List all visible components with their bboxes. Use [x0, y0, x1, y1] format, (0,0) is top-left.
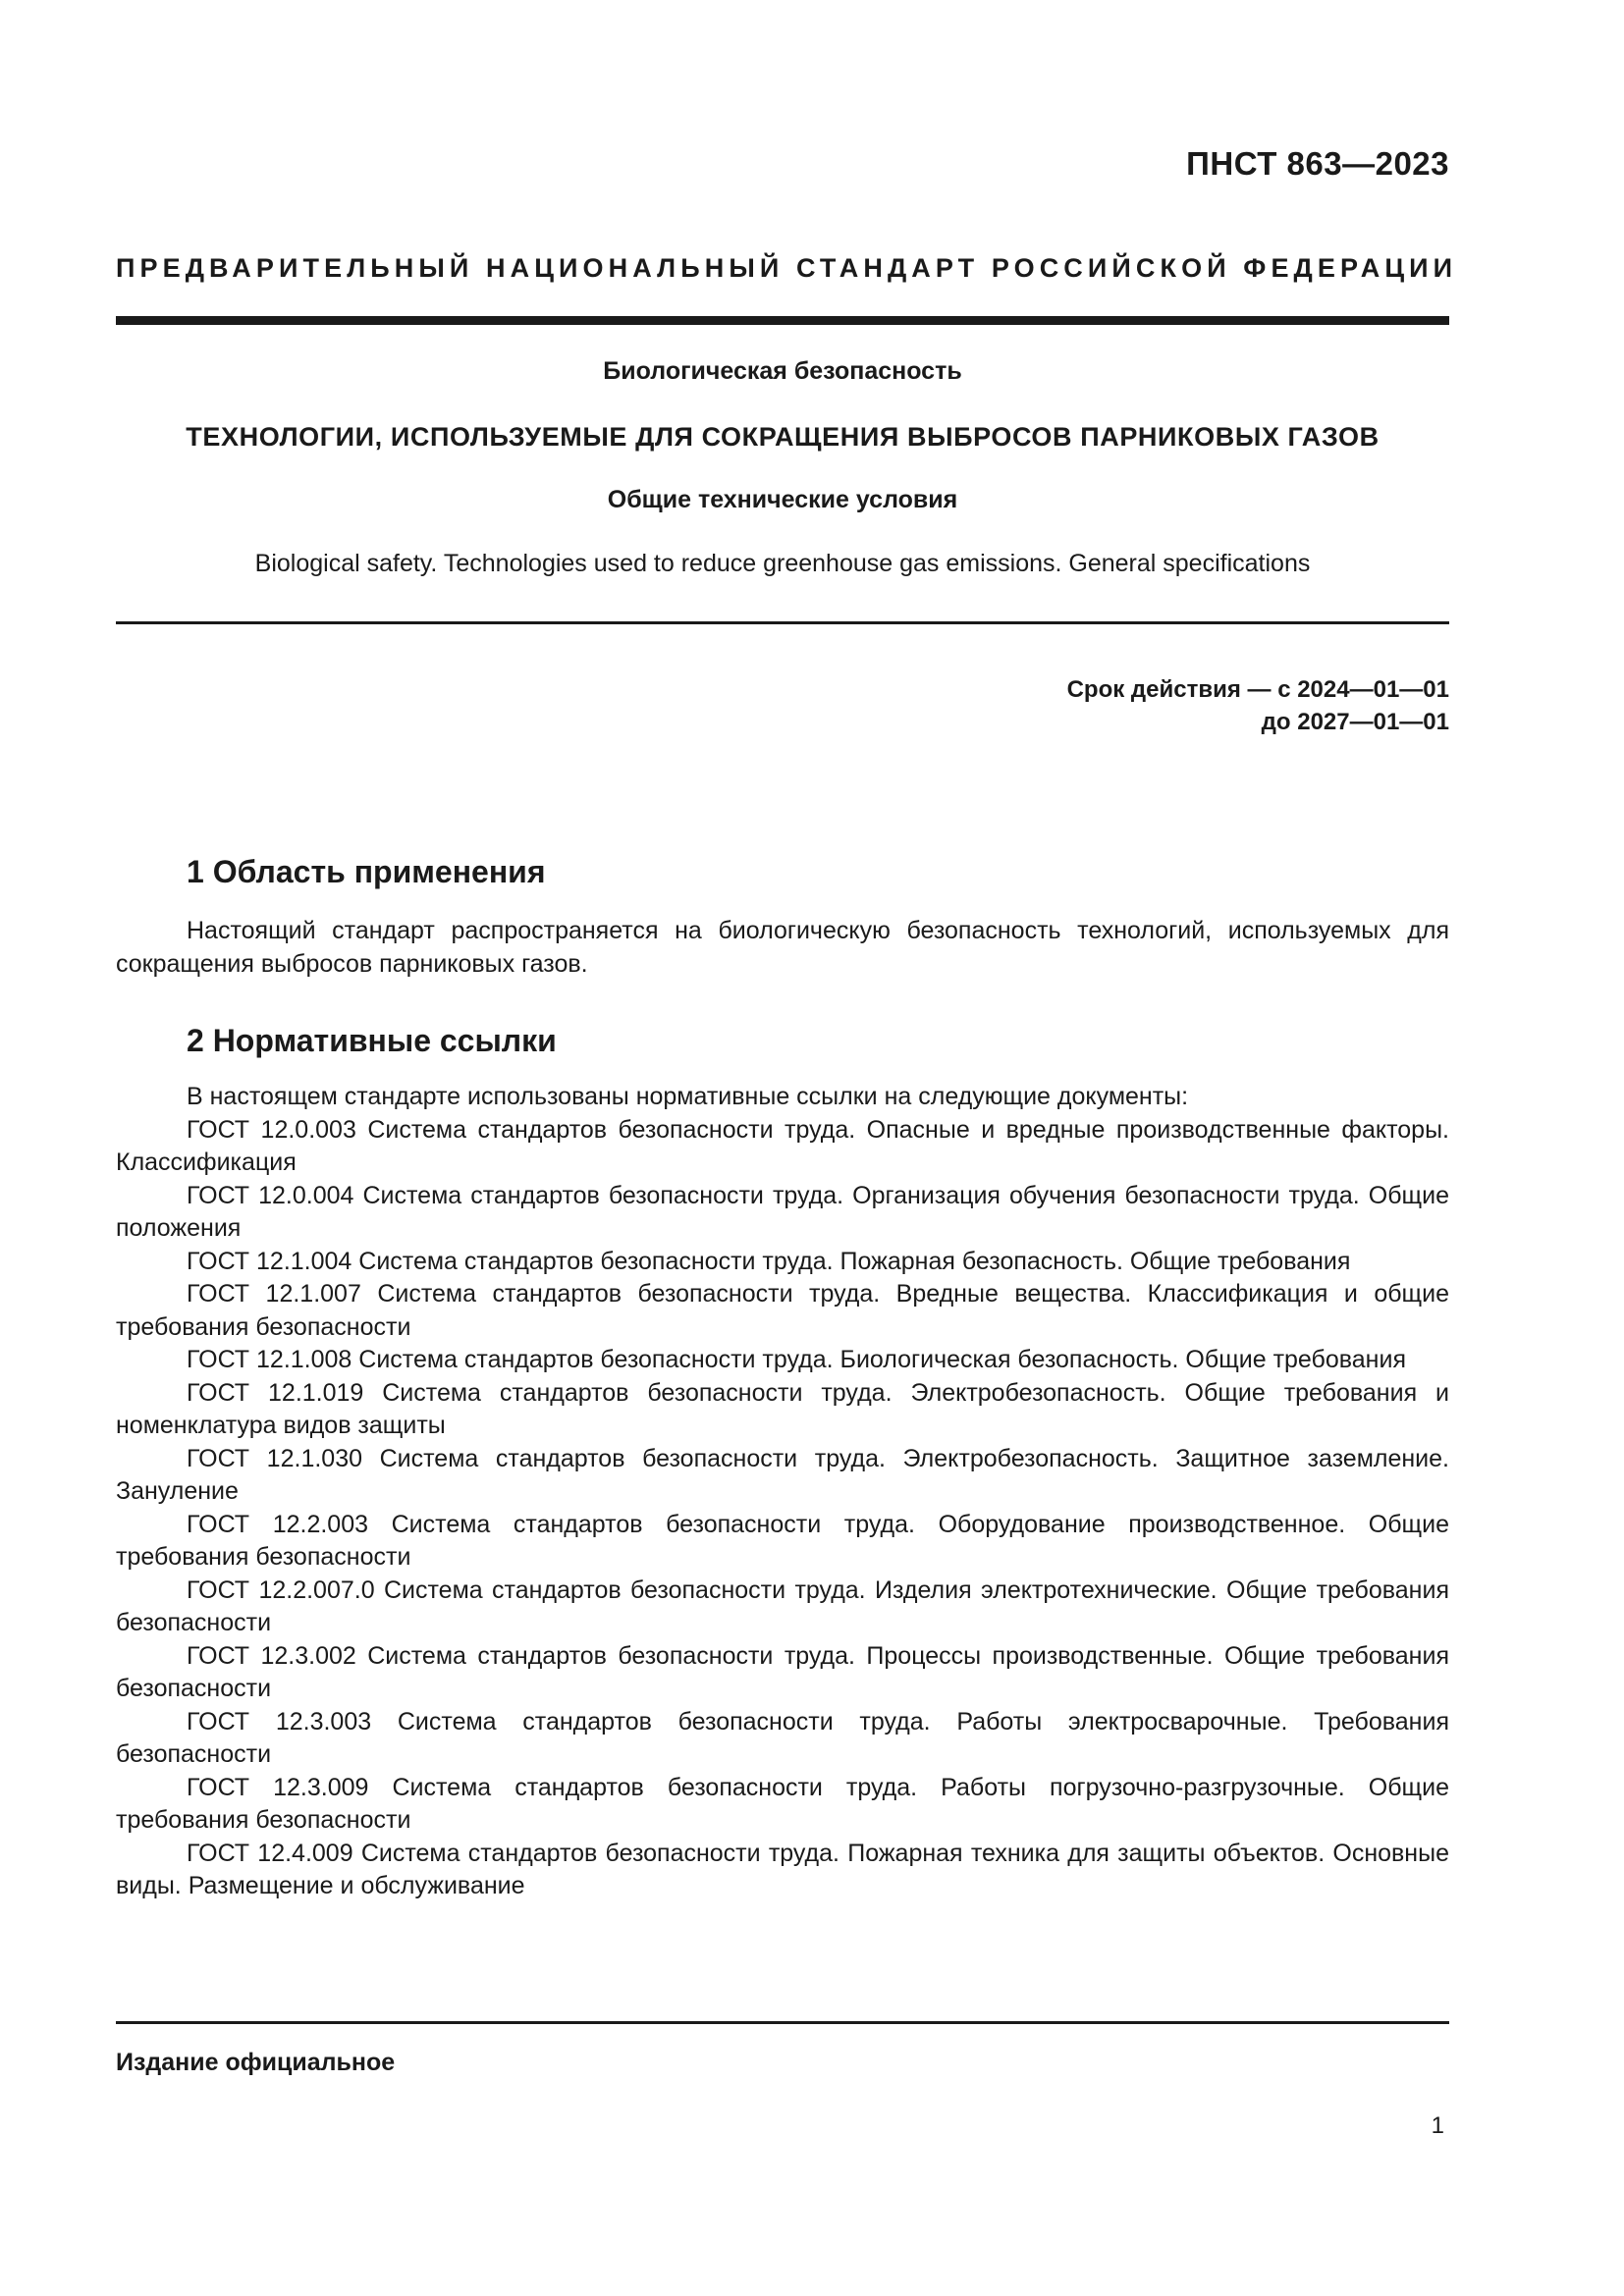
validity-from: Срок действия — с 2024—01—01: [1066, 676, 1449, 703]
reference-item: ГОСТ 12.4.009 Система стандартов безопасности труда. Пожарная техника для защиты объектов. Основные виды. Размещение и обслуживание: [116, 1839, 1449, 1899]
reference-item: ГОСТ 12.1.030 Система стандартов безопасности труда. Электробезопасность. Защитное заземление. Зануление: [116, 1444, 1449, 1505]
section-2-heading: 2 Нормативные ссылки: [187, 1023, 557, 1058]
english-title: Biological safety. Technologies used to reduce greenhouse gas emissions. General specifications: [254, 550, 1311, 577]
reference-item: ГОСТ 12.2.007.0 Система стандартов безопасности труда. Изделия электротехнические. Общие требования безопасности: [116, 1575, 1449, 1636]
references-intro: В настоящем стандарте использованы нормативные ссылки на следующие документы:: [187, 1083, 1189, 1110]
validity-period: [1067, 673, 1449, 738]
document-type-heading: ПРЕДВАРИТЕЛЬНЫЙ НАЦИОНАЛЬНЫЙ СТАНДАРТ РОССИЙСКОЙ ФЕДЕРАЦИИ: [116, 253, 1458, 283]
validity-to: до 2027—01—01: [1261, 709, 1449, 735]
reference-item: ГОСТ 12.0.003 Система стандартов безопасности труда. Опасные и вредные производственные факторы. Классификация: [116, 1115, 1449, 1176]
footer-divider: [116, 2021, 1449, 2024]
official-edition-label: Издание официальное: [116, 2049, 396, 2076]
reference-item: ГОСТ 12.3.002 Система стандартов безопасности труда. Процессы производственные. Общие требования безопасности: [116, 1641, 1449, 1702]
document-page: [116, 0, 1458, 2296]
page-number: 1: [1431, 2112, 1444, 2139]
reference-item: ГОСТ 12.1.008 Система стандартов безопасности труда. Биологическая безопасность. Общие требования: [187, 1346, 1406, 1373]
reference-item: ГОСТ 12.3.003 Система стандартов безопасности труда. Работы электросварочные. Требования безопасности: [116, 1707, 1449, 1768]
standard-subtitle: Общие технические условия: [607, 486, 958, 513]
reference-item: ГОСТ 12.2.003 Система стандартов безопасности труда. Оборудование производственное. Общие требования безопасности: [116, 1510, 1449, 1571]
reference-item: ГОСТ 12.1.004 Система стандартов безопасности труда. Пожарная безопасность. Общие требования: [187, 1247, 1351, 1275]
reference-item: ГОСТ 12.1.019 Система стандартов безопасности труда. Электробезопасность. Общие требования и номенклатура видов защиты: [116, 1378, 1449, 1439]
scope-paragraph: Настоящий стандарт распространяется на биологическую безопасность технологий, используемых для сокращения выбросов парниковых газов.: [116, 917, 1449, 978]
standard-title: ТЕХНОЛОГИИ, ИСПОЛЬЗУЕМЫЕ ДЛЯ СОКРАЩЕНИЯ ВЫБРОСОВ ПАРНИКОВЫХ ГАЗОВ: [186, 422, 1380, 452]
subject-line: Биологическая безопасность: [603, 357, 962, 385]
title-divider: [116, 621, 1449, 624]
header-divider: [116, 316, 1449, 325]
references-list: [116, 1081, 1449, 1903]
reference-item: ГОСТ 12.1.007 Система стандартов безопасности труда. Вредные вещества. Классификация и общие требования безопасности: [116, 1280, 1449, 1341]
reference-item: ГОСТ 12.0.004 Система стандартов безопасности труда. Организация обучения безопасности труда. Общие положения: [116, 1181, 1449, 1242]
document-number: ПНСТ 863—2023: [1186, 145, 1449, 182]
section-1-heading: 1 Область применения: [187, 854, 546, 889]
reference-item: ГОСТ 12.3.009 Система стандартов безопасности труда. Работы погрузочно-разгрузочные. Общие требования безопасности: [116, 1773, 1449, 1834]
